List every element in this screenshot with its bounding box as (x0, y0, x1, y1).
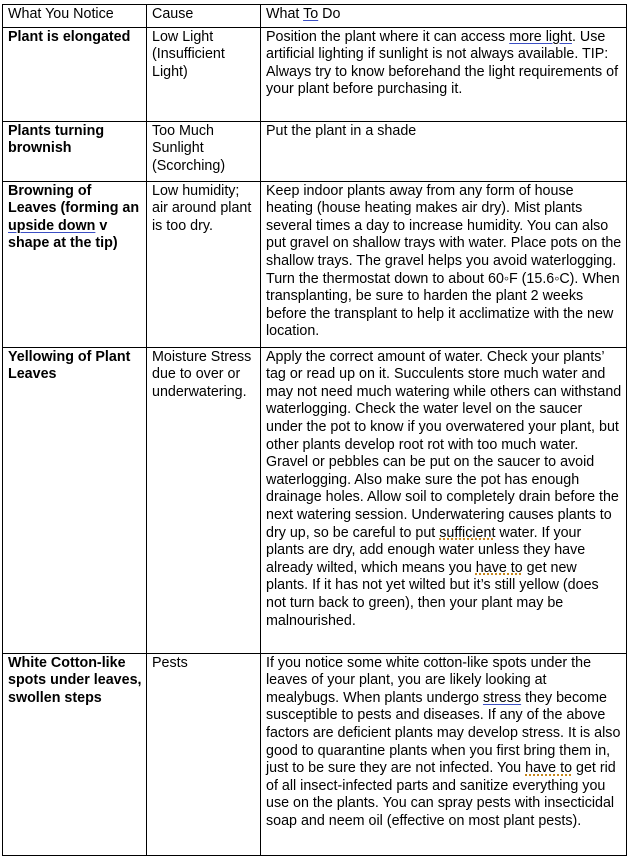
todo-text: get rid of all insect-infected parts and sanitize everything you use on the plants. You can spray pests with insecticidal soap and neem oil (effective on most plant pests). (266, 760, 616, 829)
table-row (3, 347, 627, 653)
sufficient-flagged: sufficient (439, 524, 496, 541)
todo-text: water. If your plants are dry, add enough water unless they have already wilted, which means you (266, 524, 586, 576)
cause-cell: Pests (147, 653, 261, 855)
more-light-link: more light (509, 28, 572, 45)
todo-text: . Use artificial lighting if sunlight is not always available. TIP: Always try to know beforehand the light requirements of your plant before purchasing it. (266, 28, 619, 98)
todo-cell (261, 653, 627, 855)
header-todo-text-2: Do (318, 6, 341, 22)
header-cause: Cause (147, 5, 261, 28)
notice-cell: Plants turning brownish (3, 121, 147, 181)
table-row (3, 121, 627, 181)
notice-cell (3, 181, 147, 347)
todo-text: they become susceptible to pests and diseases. If any of the above factors are deficient plants may develop stress. It is also good to quarantine plants when you first bring them in, just to be sure they are not infected. You (266, 689, 621, 777)
table-row (3, 27, 627, 121)
header-row (3, 5, 627, 28)
cause-cell: Low Light (Insufficient Light) (147, 27, 261, 121)
todo-text: Apply the correct amount of water. Check your plants’ tag or read up on it. Succulents store much water and may not need much watering while others can withstand waterlogging. Check the water level on the saucer under the pot to know if you overwatered your plant, but other plants develop root rot with too much water. Gravel or pebbles can be put on the saucer to avoid waterlogging. Also make sure the pot has enough drainage holes. Allow soil to completely drain before the next watering session. Underwatering causes plants to dry up, so be careful to put (266, 348, 622, 541)
todo-cell: Keep indoor plants away from any form of house heating (house heating makes air dry). Mist plants several times a day to increase humidity. You can also put gravel on shallow trays with water. Place pots on the shallow trays. The gravel helps you avoid waterlogging. Turn the thermostat down to about 60◦F (15.6◦C). When transplanting, be sure to harden the plant 2 weeks before the transplant to help it acclimatize with the new location. (261, 181, 627, 347)
upside-down-link: upside down (8, 217, 96, 234)
todo-cell (261, 27, 627, 121)
cause-cell: Too Much Sunlight (Scorching) (147, 121, 261, 181)
table-row (3, 653, 627, 855)
todo-text: get new plants. If it has not yet wilted but it’s still yellow (does not turn back to green), then your plant may be malnourished. (266, 559, 599, 629)
notice-text: Browning of Leaves (forming an (8, 182, 140, 217)
header-what-to-do (261, 5, 627, 28)
have-to-flagged: have to (475, 559, 523, 576)
notice-cell: Yellowing of Plant Leaves (3, 347, 147, 653)
header-todo-text-1: What (266, 6, 304, 22)
table-row (3, 181, 627, 347)
notice-cell: Plant is elongated (3, 27, 147, 121)
header-what-you-notice: What You Notice (3, 5, 147, 28)
todo-cell: Put the plant in a shade (261, 121, 627, 181)
stress-link: stress (482, 689, 522, 706)
have-to-flagged: have to (525, 760, 573, 777)
todo-cell (261, 347, 627, 653)
notice-cell: White Cotton-like spots under leaves, swollen steps (3, 653, 147, 855)
header-todo-underlined: To (303, 6, 319, 22)
notice-text: v shape at the tip) (8, 217, 118, 252)
todo-text: If you notice some white cotton-like spots under the leaves of your plant, you are likely looking at mealybugs. When plants undergo (266, 654, 592, 706)
cause-cell: Low humidity; air around plant is too dry. (147, 181, 261, 347)
todo-text: Position the plant where it can access (266, 28, 510, 45)
plant-problems-table (2, 4, 627, 856)
cause-cell: Moisture Stress due to over or underwatering. (147, 347, 261, 653)
